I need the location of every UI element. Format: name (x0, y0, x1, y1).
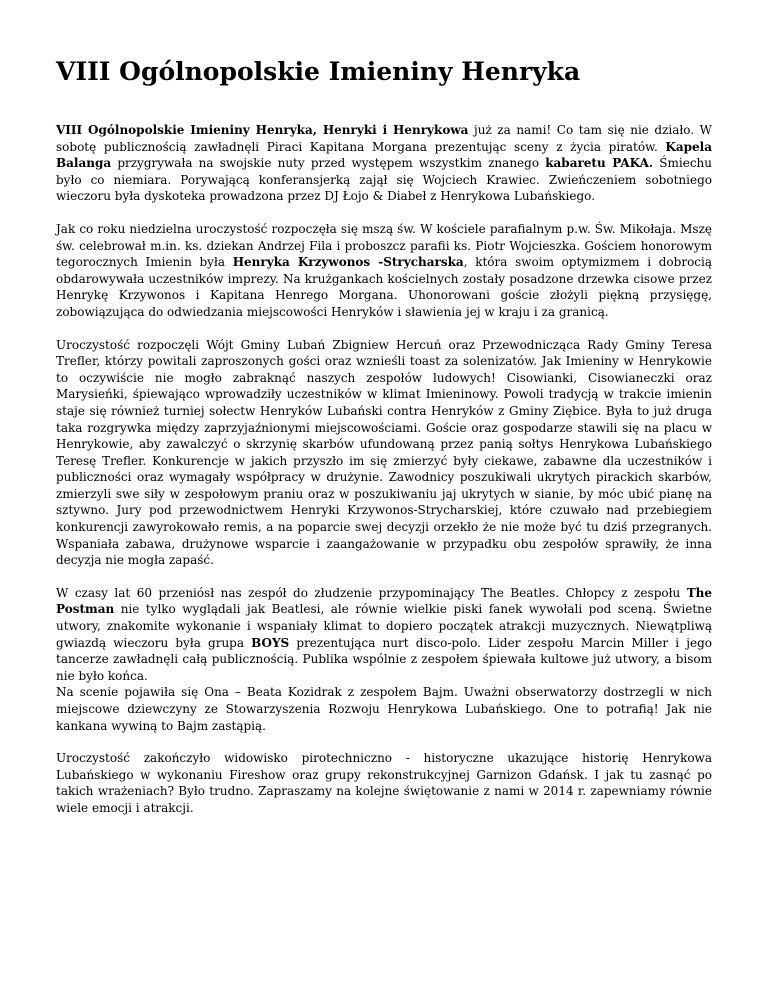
text-span: W czasy lat 60 przeniósł nas zespół do złudzenie przypominający The Beatles. Chłopcy z zespołu (56, 585, 687, 600)
text-span: Jak co roku niedzielna uroczystość rozpoczęła się mszą św. W kościele parafialnym p.w. Św. Mikołaja. Mszę św. celebrował m.in. ks. dziekan Andrzej Fila i proboszcz parafii ks. Piotr Wojcieszka. Gościem honorowym tegorocznych Imienin była (56, 221, 712, 270)
text-span: przygrywała na swojskie nuty przed występem wszystkim znanego (111, 156, 546, 171)
paragraph-closing (56, 750, 712, 816)
bold-cabaret-name: kabaretu PAKA. (545, 156, 654, 171)
text-span: Uroczystość rozpoczęli Wójt Gminy Lubań Zbigniew Hercuń oraz Przewodnicząca Rady Gminy Teresa Trefler, którzy powitali zaproszonych gości oraz wznieśli toast za solenizatów. Jak Imieniny w Henrykowie to oczywiście nie mogło zabraknąć naszych zespołów ludowych! Cisowianki, Cisowianeczki oraz Marysieńki, śpiewająco wprowadziły uczestników w klimat Imieninowy. Powoli tradycją w trakcie imienin staje się również turniej sołectw Henryków Lubański contra Henryków z Gminy Ziębice. Była to już druga taka rozgrywka między zaprzyjaźnionymi miejscowościami. Goście oraz gospodarze stawili się na placu w Henrykowie, aby zawalczyć o skrzynię skarbów ufundowaną przez panią sołtys Henrykowa Lubańskiego Teresę Trefler. Konkurencje w jakich przyszło im się zmierzyć były ciekawe, zabawne dla uczestników i publiczności oraz wymagały współpracy w drużynie. Zawodnicy poszukiwali ukrytych pirackich skarbów, zmierzyli swe siły w zespołowym praniu oraz w poszukiwaniu jaj ukrytych w sianie, by móc ubić pianę na sztywno. Jury pod przewodnictwem Henryki Krzywonos-Strycharskiej, które czuwało nad przebiegiem konkurencji zawyrokowało remis, a na poparcie swej decyzji orzekło że nie może być tu dziś przegranych. Wspaniała zabawa, drużynowe wsparcie i zaangażowanie w przypadku obu zespołów sprawiły, że inna decyzja nie mogła zapaść. (56, 337, 712, 568)
text-span: Śmiechu było co niemiara. Porywającą konferansjerką zajął się Wojciech Krawiec. Zwieńczeniem sobotniego wieczoru była dyskoteka prowadzona przez DJ Łojo & Diabeł z Henrykowa Lubańskiego. (56, 156, 712, 204)
text-span: prezentująca nurt disco-polo. Lider zespołu Marcin Miller i jego tancerze zawładnęli całą publicznością. Publika wspólnie z zespołem śpiewała kultowe już utwory, a bisom nie było końca. (56, 635, 712, 683)
text-span: Na scenie pojawiła się Ona – Beata Kozidrak z zespołem Bajm. Uważni obserwatorzy dostrzegli w nich miejscowe dziewczyny ze Stowarzyszenia Rozwoju Henrykowa Lubańskiego. One to potrafią! Jak nie kankana wywiną to Bajm zastąpią. (56, 685, 712, 733)
paragraph-mass (56, 221, 712, 321)
text-span: już za nami! Co tam się nie działo. W sobotę publicznością zawładnęli Piraci Kapitana Morgana prezentując sceny z życia piratów. (56, 123, 713, 154)
bold-band-boys: BOYS (251, 635, 290, 650)
bold-guest-name: Henryka Krzywonos -Strycharska (232, 255, 464, 270)
text-span: Uroczystość zakończyło widowisko pirotechniczno - historyczne ukazujące historię Henrykowa Lubańskiego w wykonaniu Fireshow oraz grupy rekonstrukcyjnej Garnizon Gdańsk. I jak tu zasnąć po takich wrażeniach? Było trudno. Zapraszamy na kolejne świętowanie z nami w 2014 r. zapewniamy równie wiele emocji i atrakcji. (56, 751, 712, 815)
bold-band-postman: The Postman (56, 585, 712, 617)
bold-band-name: Kapela Balanga (56, 139, 712, 171)
paragraph-tournament (56, 337, 712, 569)
paragraph-concerts (56, 585, 712, 734)
text-span: , która swoim optymizmem i dobrocią obdarowywała uczestników imprezy. Na krużgankach kościelnych zostały posadzone drzewka cisowe przez Henrykę Krzywonos i Kapitana Henrego Morgana. Uhonorowani goście złożyli piękną przysięgę, zobowiązująca do odwiedzania miejscowości Henryków i sławienia jej w kraju i za granicą. (56, 255, 713, 319)
page-title: VIII Ogólnopolskie Imieniny Henryka (56, 57, 581, 86)
paragraph-intro (56, 122, 712, 205)
text-span: nie tylko wyglądali jak Beatlesi, ale równie wielkie piski fanek wywołali pod sceną. Świetne utwory, znakomite wykonanie i wspaniały klimat to dopiero początek atrakcji muzycznych. Niewątpliwą gwiazdą wieczoru była grupa (56, 602, 712, 650)
bold-event-name: VIII Ogólnopolskie Imieniny Henryka, Henryki i Henrykowa (56, 123, 469, 137)
